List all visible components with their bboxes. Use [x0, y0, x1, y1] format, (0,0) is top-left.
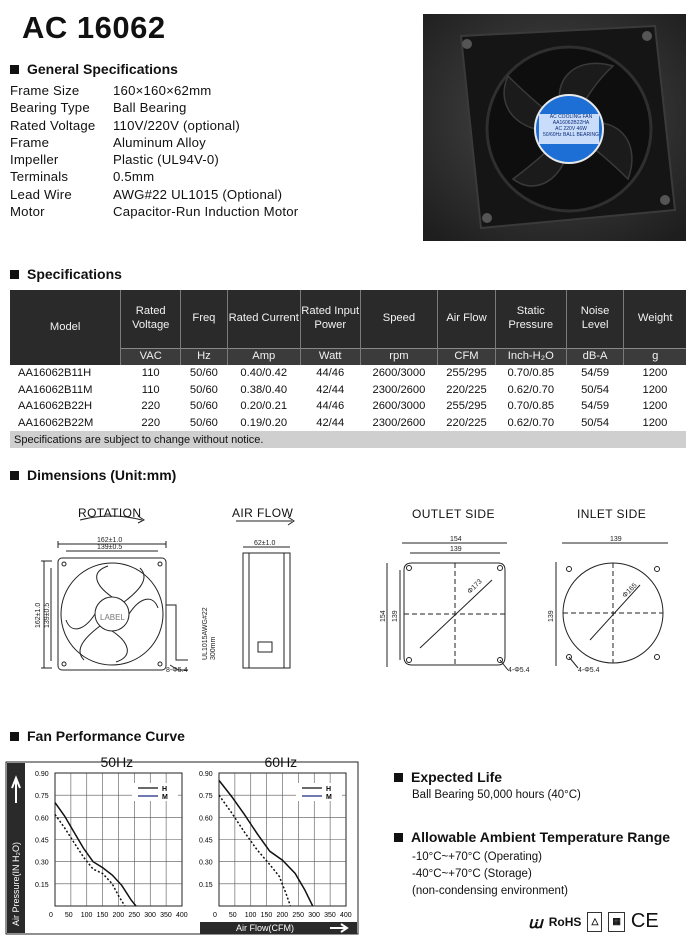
- spec-value-cell: 110: [141, 383, 160, 396]
- air-wire-label: UL1015AWG#22: [202, 607, 209, 660]
- legend-box: [132, 783, 178, 801]
- spec-model-cell: AA16062B22H: [18, 400, 93, 413]
- spec-unit-cell: Watt: [300, 348, 360, 365]
- spec-value-cell: 50/60: [189, 416, 218, 429]
- bullet-square-icon: [394, 773, 403, 782]
- spec-header-cell: Freq: [181, 290, 228, 348]
- spec-value-cell: 1200: [642, 383, 668, 396]
- y-tick-label: 0.60: [35, 815, 49, 823]
- spec-table-row: [10, 415, 686, 432]
- spec-value-cell: 0.70/0.85: [507, 400, 555, 413]
- y-tick-label: 0.90: [199, 771, 213, 778]
- spec-value-cell: 220/225: [446, 416, 487, 429]
- rot-width-inner: 139±0.5: [97, 544, 123, 551]
- spec-value-cell: 1200: [642, 416, 668, 429]
- temperature-lines: [412, 849, 568, 900]
- y-tick-label: 0.75: [35, 793, 49, 801]
- spec-value-cell: 0.62/0.70: [507, 416, 555, 429]
- general-specs-list: [10, 82, 298, 220]
- spec-value-cell: 1200: [642, 367, 668, 380]
- rot-hole-label: 8-Φ5.4: [166, 667, 188, 674]
- spec-value-cell: 50/60: [189, 400, 218, 413]
- spec-value-cell: 220: [141, 416, 161, 429]
- temperature-heading: [394, 829, 670, 845]
- y-tick-label: 0.90: [35, 771, 49, 778]
- performance-chart: [199, 754, 352, 919]
- in-diameter: Φ165: [621, 582, 639, 600]
- specifications-heading-text: Specifications: [27, 266, 122, 282]
- spec-header-cell: Speed: [360, 290, 438, 348]
- x-axis-label: Air Flow(CFM): [236, 923, 294, 933]
- general-specs-heading: [10, 61, 178, 77]
- rot-center-label: LABEL: [100, 613, 125, 622]
- fan-label: [541, 114, 601, 138]
- spec-header-cell: Rated Voltage: [121, 290, 181, 348]
- bullet-square-icon: [10, 732, 19, 741]
- fan-label-line: AC COOLING FAN: [549, 114, 593, 120]
- x-tick-label: 400: [176, 912, 188, 919]
- spec-value-cell: 42/44: [316, 383, 345, 396]
- y-tick-label: 0.15: [199, 881, 213, 889]
- ul-recognized-icon: ꭐ: [528, 914, 543, 932]
- dimensions-heading-text: Dimensions (Unit:mm): [27, 467, 177, 483]
- expected-life-heading-text: Expected Life: [411, 769, 503, 785]
- x-tick-label: 250: [292, 912, 305, 919]
- general-spec-value: AWG#22 UL1015 (Optional): [113, 186, 283, 202]
- general-spec-row: [10, 134, 298, 151]
- general-spec-value: Ball Bearing: [113, 100, 187, 116]
- spec-value-cell: 0.62/0.70: [507, 383, 555, 396]
- performance-chart: [35, 754, 188, 919]
- spec-model-cell: AA16062B11H: [18, 367, 92, 380]
- in-hole-label: 4-Φ5.4: [578, 667, 600, 674]
- expected-life-heading: [394, 769, 502, 785]
- spec-unit-cell: dB-A: [566, 348, 624, 365]
- certification-marks: [528, 910, 659, 933]
- spec-note: Specifications are subject to change without notice.: [10, 431, 686, 448]
- general-spec-key: Bearing Type: [10, 100, 90, 116]
- general-spec-row: [10, 186, 298, 203]
- general-spec-key: Lead Wire: [10, 186, 72, 202]
- spec-unit-cell: Hz: [181, 348, 228, 365]
- general-spec-value: Aluminum Alloy: [113, 134, 206, 150]
- rohs-mark: RoHS: [548, 914, 582, 929]
- fan-label-line: 50/60Hz BALL BEARING: [543, 132, 599, 138]
- general-spec-value: Capacitor-Run Induction Motor: [113, 204, 299, 220]
- x-tick-label: 0: [213, 912, 217, 919]
- x-tick-label: 300: [308, 912, 320, 919]
- legend-label: H: [162, 786, 168, 793]
- spec-header-cell: Air Flow: [438, 290, 496, 348]
- rot-height-inner: 139±0.5: [44, 602, 51, 628]
- spec-value-cell: 2300/2600: [372, 383, 426, 396]
- y-tick-label: 0.45: [35, 837, 49, 845]
- rot-height-outer: 162±1.0: [35, 602, 42, 628]
- spec-value-cell: 50/54: [581, 383, 610, 396]
- spec-value-cell: 255/295: [446, 400, 487, 413]
- out-diameter: Φ173: [466, 578, 484, 596]
- spec-table-row: [10, 398, 686, 415]
- airflow-label: AIR FLOW: [232, 506, 294, 520]
- spec-value-cell: 1200: [642, 400, 668, 413]
- spec-header-cell: Model: [10, 290, 121, 365]
- out-hole-label: 4-Φ5.4: [508, 667, 530, 674]
- x-tick-label: 50: [228, 912, 237, 919]
- x-tick-label: 150: [96, 912, 109, 919]
- x-tick-label: 200: [276, 912, 289, 919]
- spec-unit-cell: Amp: [227, 348, 300, 365]
- x-tick-label: 400: [340, 912, 352, 919]
- x-tick-label: 350: [160, 912, 172, 919]
- in-height-label: 139: [548, 610, 555, 622]
- general-spec-key: Terminals: [10, 169, 69, 185]
- general-spec-row: [10, 203, 298, 220]
- spec-header-cell: Static Pressure: [495, 290, 566, 348]
- spec-model-cell: AA16062B11M: [18, 383, 93, 396]
- y-tick-label: 0.75: [199, 793, 213, 801]
- spec-value-cell: 110: [141, 367, 160, 380]
- spec-value-cell: 54/59: [581, 400, 610, 413]
- spec-value-cell: 50/54: [581, 416, 610, 429]
- fan-label-line: AA16062B22HA: [552, 120, 590, 126]
- general-spec-row: [10, 168, 298, 185]
- spec-value-cell: 44/46: [316, 367, 345, 380]
- temperature-line: -10°C~+70°C (Operating): [412, 851, 543, 863]
- spec-value-cell: 220/225: [446, 383, 487, 396]
- spec-unit-cell: Inch-H₂O: [495, 348, 566, 365]
- y-tick-label: 0.30: [35, 859, 49, 867]
- legend-box: [296, 783, 342, 801]
- spec-value-cell: 54/59: [581, 367, 610, 380]
- spec-value-cell: 2600/3000: [372, 400, 426, 413]
- rotation-label: ROTATION: [78, 506, 142, 520]
- air-wire-length: 300mm: [210, 636, 217, 660]
- spec-value-cell: 0.19/0.20: [240, 416, 288, 429]
- general-spec-key: Frame Size: [10, 83, 80, 98]
- general-specs-heading-text: General Specifications: [27, 61, 178, 77]
- spec-value-cell: 50/60: [189, 383, 218, 396]
- x-tick-label: 100: [80, 912, 93, 919]
- temperature-line: (non-condensing environment): [412, 885, 568, 897]
- legend-label: M: [162, 794, 168, 801]
- spec-table-row: [10, 382, 686, 399]
- out-width-inner: 139: [450, 546, 462, 553]
- spec-unit-cell: rpm: [360, 348, 438, 365]
- inlet-side-drawing: [556, 543, 668, 668]
- general-spec-key: Frame: [10, 134, 50, 150]
- general-spec-key: Motor: [10, 204, 45, 220]
- bullet-square-icon: [10, 471, 19, 480]
- spec-unit-cell: VAC: [121, 348, 181, 365]
- bullet-square-icon: [10, 270, 19, 279]
- general-spec-row: [10, 99, 298, 116]
- fan-label-line: AC 220V 46W: [555, 126, 587, 132]
- out-width-outer: 154: [450, 536, 462, 543]
- bullet-square-icon: [394, 833, 403, 842]
- spec-header-cell: Rated Current: [227, 290, 300, 348]
- out-height-outer: 154: [380, 610, 387, 622]
- general-spec-row: [10, 117, 298, 134]
- general-spec-value: 160×160×62mm: [113, 83, 212, 98]
- x-tick-label: 100: [244, 912, 257, 919]
- outlet-side-label: OUTLET SIDE: [412, 507, 495, 521]
- chart-title: 60Hz: [264, 754, 298, 770]
- warning-triangle-icon: △: [587, 912, 602, 932]
- spec-unit-cell: g: [624, 348, 686, 365]
- spec-value-cell: 0.40/0.42: [240, 367, 288, 380]
- safety-mark-icon: ▦: [608, 912, 625, 932]
- x-tick-label: 350: [324, 912, 336, 919]
- spec-header-cell: Weight: [624, 290, 686, 348]
- spec-value-cell: 0.20/0.21: [240, 400, 288, 413]
- spec-header-cell: Noise Level: [566, 290, 624, 348]
- legend-label: M: [326, 794, 332, 801]
- performance-heading: [10, 728, 185, 744]
- spec-unit-cell: CFM: [438, 348, 496, 365]
- y-tick-label: 0.30: [199, 859, 213, 867]
- specifications-table: [10, 290, 686, 448]
- y-tick-label: 0.15: [35, 881, 49, 889]
- performance-charts: [0, 748, 380, 938]
- rotation-view-drawing: [41, 541, 188, 670]
- spec-value-cell: 220: [141, 400, 161, 413]
- ce-mark: CE: [630, 910, 659, 932]
- chart-title: 50Hz: [100, 754, 134, 770]
- spec-value-cell: 50/60: [189, 367, 218, 380]
- dimensions-heading: [10, 467, 176, 483]
- spec-header-cell: Rated Input Power: [300, 290, 360, 348]
- in-width-label: 139: [610, 536, 622, 543]
- legend-label: H: [326, 786, 332, 793]
- x-tick-label: 250: [128, 912, 141, 919]
- x-tick-label: 200: [112, 912, 125, 919]
- general-spec-value: 110V/220V (optional): [113, 117, 240, 133]
- product-photo: [423, 14, 686, 241]
- spec-value-cell: 0.70/0.85: [507, 367, 555, 380]
- performance-heading-text: Fan Performance Curve: [27, 728, 185, 744]
- specifications-heading: [10, 266, 122, 282]
- spec-table-row: [10, 365, 686, 382]
- x-tick-label: 300: [144, 912, 156, 919]
- x-tick-label: 0: [49, 912, 53, 919]
- outlet-side-drawing: [387, 543, 508, 670]
- out-height-inner: 139: [392, 610, 399, 622]
- general-spec-key: Impeller: [10, 152, 59, 168]
- temperature-heading-text: Allowable Ambient Temperature Range: [411, 829, 671, 845]
- general-spec-key: Rated Voltage: [10, 117, 96, 133]
- y-tick-label: 0.45: [199, 837, 213, 845]
- inlet-side-label: INLET SIDE: [577, 507, 647, 521]
- expected-life-text: Ball Bearing 50,000 hours (40°C): [412, 789, 581, 801]
- y-tick-label: 0.60: [199, 815, 213, 823]
- spec-value-cell: 0.38/0.40: [240, 383, 288, 396]
- rot-width-outer: 162±1.0: [97, 537, 123, 544]
- x-tick-label: 150: [260, 912, 273, 919]
- spec-value-cell: 44/46: [316, 400, 345, 413]
- spec-value-cell: 2300/2600: [372, 416, 426, 429]
- general-spec-row: [10, 151, 298, 168]
- bullet-square-icon: [10, 65, 19, 74]
- general-spec-value: Plastic (UL94V-0): [113, 152, 220, 168]
- airflow-side-drawing: [243, 547, 290, 668]
- spec-model-cell: AA16062B22M: [18, 416, 94, 429]
- spec-value-cell: 255/295: [446, 367, 487, 380]
- general-spec-value: 0.5mm: [113, 169, 155, 185]
- general-spec-row: [10, 82, 298, 99]
- y-axis-label: Air Pressure(IN H₂O): [11, 841, 21, 926]
- page-title: AC 16062: [22, 10, 166, 45]
- air-width-label: 62±1.0: [254, 540, 276, 547]
- x-tick-label: 50: [64, 912, 73, 919]
- spec-value-cell: 42/44: [316, 416, 345, 429]
- spec-value-cell: 2600/3000: [372, 367, 426, 380]
- temperature-line: -40°C~+70°C (Storage): [412, 868, 532, 880]
